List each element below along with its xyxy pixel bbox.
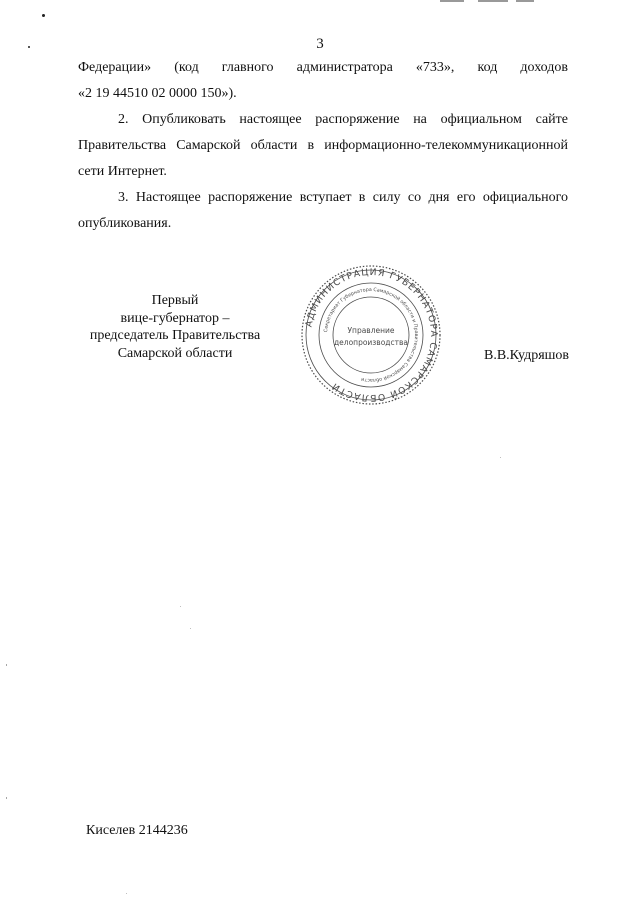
scan-mark (478, 0, 508, 2)
scan-dot (6, 797, 7, 799)
scan-dot (190, 628, 191, 629)
paragraph-3-line: 3. Настоящее распоряжение вступает в силу со дня его официального (118, 190, 568, 205)
scan-dot (126, 893, 127, 894)
official-seal (299, 265, 443, 405)
signatory-title (60, 292, 290, 362)
signatory-title-line: председатель Правительства (89, 328, 261, 343)
body-line: Федерации» (код главного администратора «733», код доходов (78, 60, 568, 75)
signatory-title-line: вице-губернатор – (120, 310, 230, 326)
seal-inner-text: Секретариат Губернатора Самарской области и Правительства Самарской области (324, 287, 419, 383)
signatory-title-line: Самарской области (117, 345, 233, 361)
paragraph-2-line: 2. Опубликовать настоящее распоряжение на официальном сайте (118, 112, 568, 127)
scan-dot (180, 606, 181, 607)
seal-outer-text: АДМИНИСТРАЦИЯ ГУБЕРНАТОРА САМАРСКОЙ ОБЛАСТИ (303, 266, 440, 404)
signatory-title-line: Первый (151, 293, 199, 308)
scan-mark (516, 0, 534, 2)
scan-dot (42, 14, 45, 17)
paragraph-2-line: Правительства Самарской области в информационно-телекоммуникационной (78, 138, 568, 153)
scan-dot (500, 457, 501, 458)
scan-dot (6, 664, 7, 666)
executor-contact: Киселев 2144236 (86, 823, 188, 838)
scan-mark (440, 0, 464, 2)
signatory-name: В.В.Кудряшов (484, 348, 570, 363)
paragraph-2-line: сети Интернет. (78, 164, 167, 179)
seal-center-line: Управление (347, 326, 395, 335)
seal-center-line: делопроизводства (333, 338, 409, 347)
paragraph-3-line: опубликования. (78, 216, 172, 231)
page-number: 3 (316, 36, 324, 52)
body-line: «2 19 44510 02 0000 150»). (78, 86, 237, 101)
